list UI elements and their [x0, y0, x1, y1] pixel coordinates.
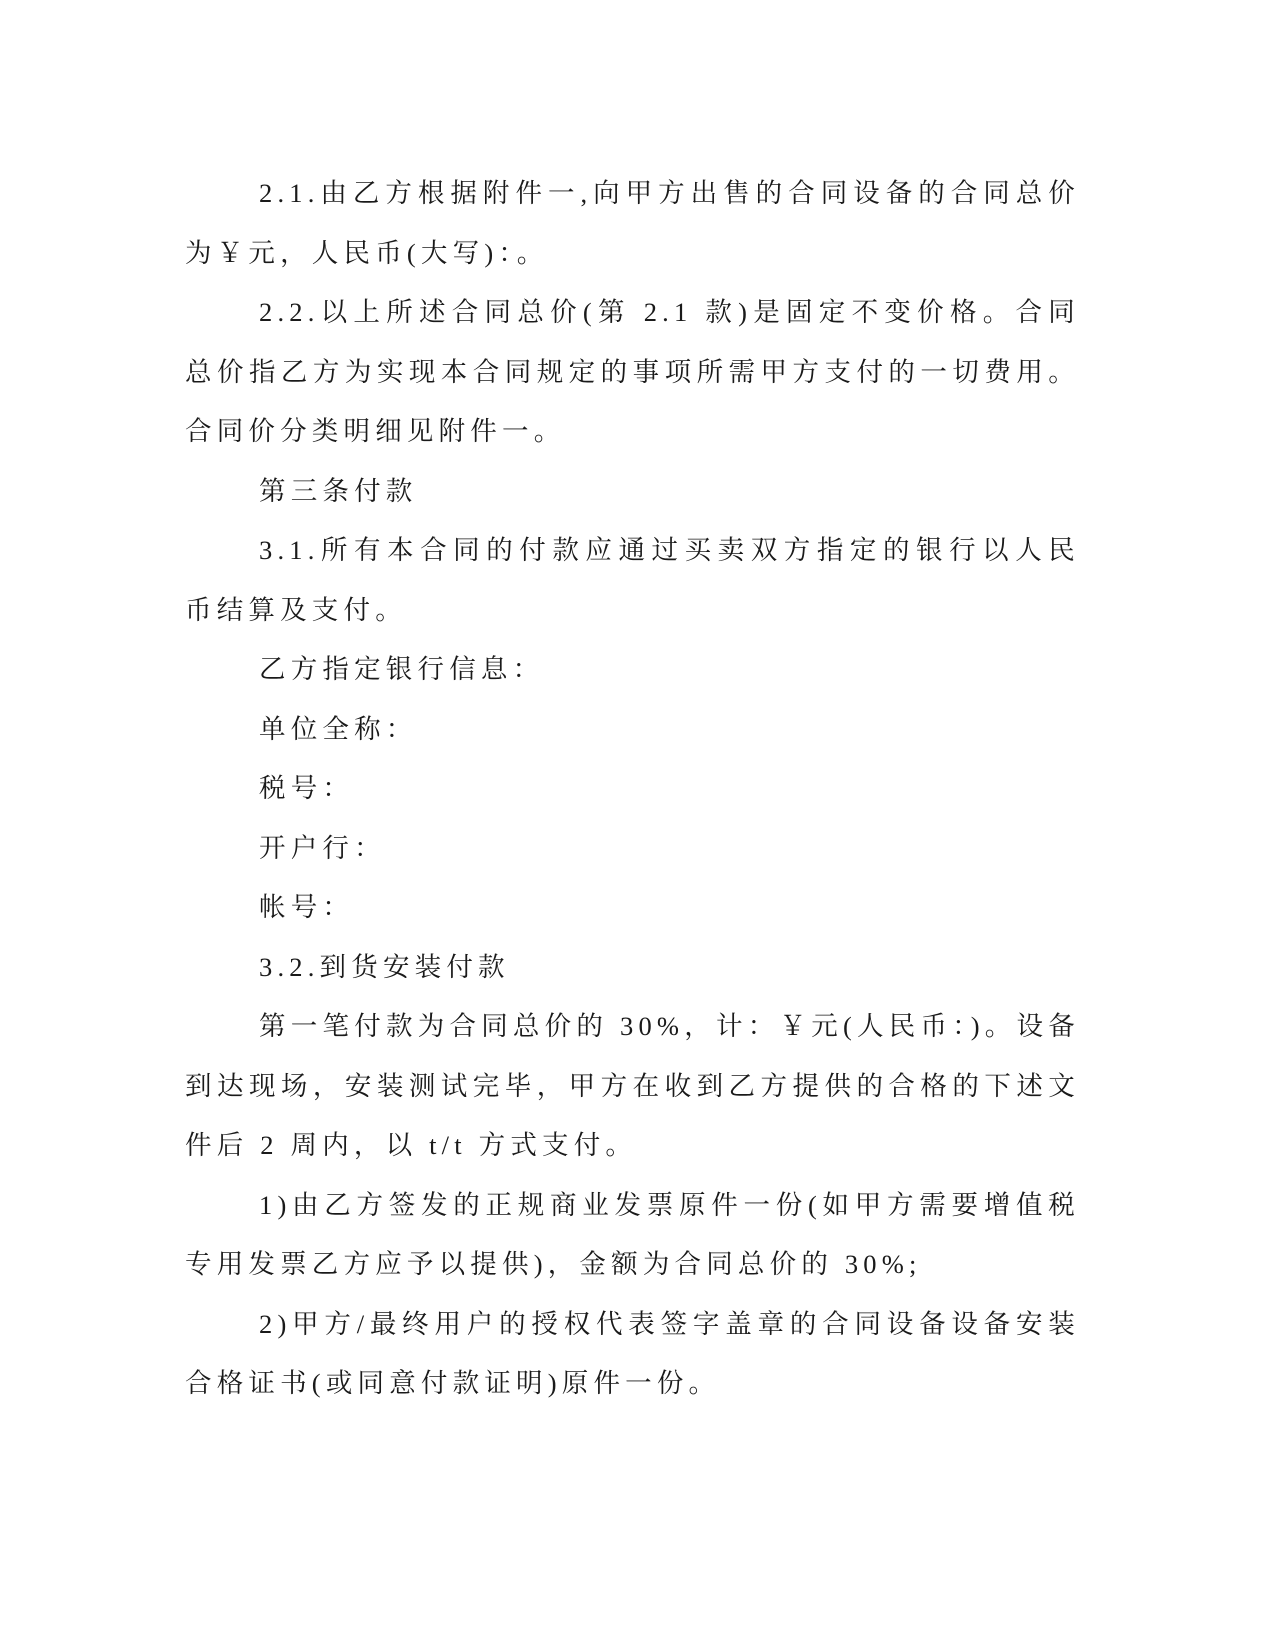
company-name-field: 单位全称：: [259, 713, 418, 744]
first-payment-paragraph: 第一笔付款为合同总价的 30%，计：￥元(人民币：)。设备到达现场，安装测试完毕，甲方在收到乙方提供的合格的下述文件后 2 周内，以 t/t 方式支付。: [185, 1011, 1080, 1160]
clause-2-1-paragraph: 2.1.由乙方根据附件一,向甲方出售的合同设备的合同总价为￥元，人民币(大写)：。: [185, 178, 1080, 268]
bank-info-heading: 乙方指定银行信息：: [259, 654, 545, 684]
tax-number-field: 税号：: [259, 773, 355, 803]
clause-2-2-paragraph: 2.2.以上所述合同总价(第 2.1 款)是固定不变价格。合同总价指乙方为实现本合同规定的事项所需甲方支付的一切费用。合同价分类明细见附件一。: [185, 297, 1080, 446]
account-number-field: 帐号：: [259, 892, 355, 922]
document-item-2: 2)甲方/最终用户的授权代表签字盖章的合同设备设备安装合格证书(或同意付款证明)原件一份。: [185, 1308, 1080, 1398]
document-item-1: 1)由乙方签发的正规商业发票原件一份(如甲方需要增值税专用发票乙方应予以提供)，金额为合同总价的 30%;: [185, 1189, 1080, 1279]
clause-3-1-paragraph: 3.1.所有本合同的付款应通过买卖双方指定的银行以人民币结算及支付。: [185, 535, 1080, 625]
document-body: [185, 164, 1080, 1414]
bank-name-field: 开户行：: [259, 832, 386, 863]
clause-3-2-heading: 3.2.到货安装付款: [259, 951, 510, 982]
article-3-heading: 第三条付款: [259, 475, 418, 506]
